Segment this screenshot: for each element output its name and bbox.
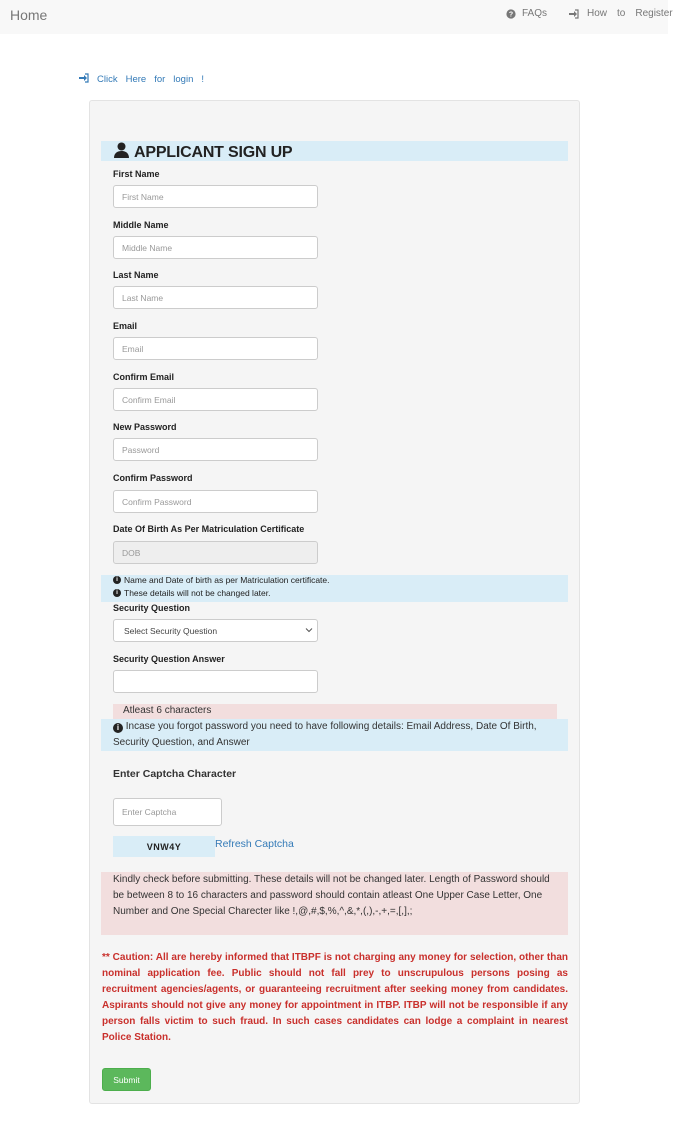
middle-name-input[interactable] bbox=[113, 236, 318, 259]
caution-notice: ** Caution: All are hereby informed that ITBPF is not charging any money for selection, other than nominal application fee. Public should not fall prey to unscrupulous persons posing as recruitment agencies/agents, or guaranteeing recruitment after seeking money from candidates. Aspirants should not give any money for appointment in ITBP. ITBP will not be responsible if any person falls victim to such fraud. In such cases candidates can lodge a complaint in nearest Police Station. bbox=[102, 952, 568, 1043]
chevron-down-icon bbox=[305, 626, 313, 636]
user-icon bbox=[113, 142, 130, 163]
confirm-password-label: Confirm Password bbox=[113, 473, 193, 483]
faqs-label: FAQs bbox=[522, 8, 548, 19]
middle-name-label: Middle Name bbox=[113, 220, 169, 230]
how-to-register-word: How bbox=[587, 8, 608, 19]
home-link[interactable]: Home bbox=[10, 7, 48, 23]
password-warning-text: Kindly check before submitting. These details will not be changed later. Length of Password should be between 8 to 16 characters and password should contain atleast One Upper Case Letter, One Number and One Special Charecter like !,@,#,$,%,^,&,*,(,),-,+,=,[,],; bbox=[113, 874, 550, 917]
login-link-word: login bbox=[173, 74, 194, 85]
security-question-selected: Select Security Question bbox=[124, 626, 218, 636]
login-link-word: ! bbox=[201, 74, 204, 85]
login-link-word: for bbox=[154, 74, 166, 85]
first-name-input[interactable] bbox=[113, 185, 318, 208]
faqs-link[interactable] bbox=[506, 8, 547, 19]
info-circle-icon: i bbox=[113, 589, 121, 597]
svg-text:?: ? bbox=[508, 11, 514, 19]
confirm-email-input[interactable] bbox=[113, 388, 318, 411]
page-title bbox=[113, 142, 292, 163]
how-to-register-word: to bbox=[617, 8, 626, 19]
login-link-word: Here bbox=[125, 74, 147, 85]
login-link-word: Click bbox=[97, 74, 118, 85]
new-password-label: New Password bbox=[113, 422, 177, 432]
email-label: Email bbox=[113, 321, 138, 331]
password-warning-box bbox=[101, 872, 568, 935]
first-name-label: First Name bbox=[113, 169, 160, 179]
dob-info-line bbox=[113, 588, 270, 598]
answer-hint bbox=[113, 704, 557, 719]
security-answer-input[interactable] bbox=[113, 670, 318, 693]
submit-button[interactable]: Submit bbox=[102, 1068, 151, 1091]
confirm-password-input[interactable] bbox=[113, 490, 318, 513]
security-question-label: Security Question bbox=[113, 603, 191, 613]
captcha-image: VNW4Y bbox=[113, 836, 215, 857]
login-link[interactable] bbox=[78, 73, 204, 86]
forgot-info-text: Incase you forgot password you need to have following details: Email Address, Date Of Birth, Security Question, and Answer bbox=[113, 721, 537, 748]
last-name-input[interactable] bbox=[113, 286, 318, 309]
question-circle-icon bbox=[506, 9, 516, 19]
how-to-register-word: Register bbox=[635, 8, 673, 19]
captcha-input[interactable] bbox=[113, 798, 222, 826]
security-question-select[interactable] bbox=[113, 619, 318, 642]
sign-in-icon bbox=[78, 73, 89, 86]
forgot-info-box bbox=[101, 719, 568, 751]
confirm-email-label: Confirm Email bbox=[113, 372, 175, 382]
security-answer-label: Security Question Answer bbox=[113, 654, 225, 664]
how-to-register-link[interactable] bbox=[568, 8, 673, 19]
dob-info-line bbox=[113, 575, 330, 585]
captcha-heading: Enter Captcha Character bbox=[113, 768, 237, 780]
last-name-label: Last Name bbox=[113, 270, 159, 280]
info-circle-icon: i bbox=[113, 576, 121, 584]
refresh-captcha-link[interactable]: Refresh Captcha bbox=[215, 838, 294, 850]
dob-info-text: Name and Date of birth as per Matriculation certificate. bbox=[124, 575, 330, 585]
info-circle-icon: i bbox=[113, 723, 123, 733]
dob-label: Date Of Birth As Per Matriculation Certificate bbox=[113, 524, 305, 534]
dob-info-box bbox=[101, 575, 568, 602]
new-password-input[interactable] bbox=[113, 438, 318, 461]
dob-info-text: These details will not be changed later. bbox=[124, 588, 271, 598]
navbar bbox=[0, 0, 673, 34]
page-title-text: APPLICANT SIGN UP bbox=[134, 143, 293, 161]
answer-hint-text: Atleast 6 characters bbox=[123, 705, 212, 716]
sign-in-icon bbox=[568, 9, 579, 19]
email-input[interactable] bbox=[113, 337, 318, 360]
dob-input[interactable] bbox=[113, 541, 318, 564]
